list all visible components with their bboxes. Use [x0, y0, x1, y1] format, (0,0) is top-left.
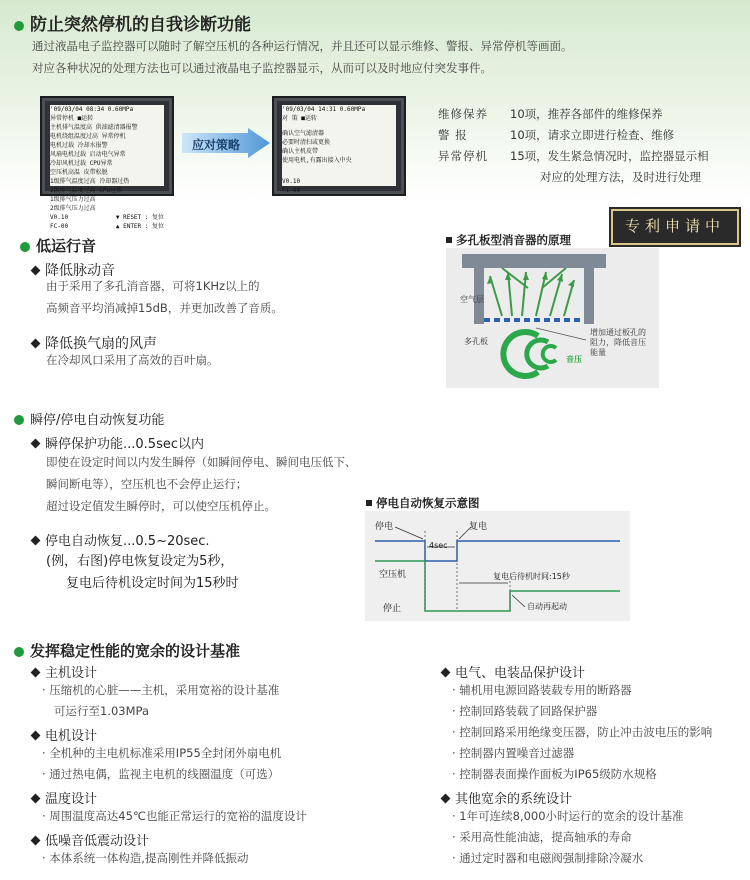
table-label: 警 报: [438, 128, 468, 142]
design-item: [42, 848, 248, 869]
green-bullet-icon: [20, 242, 30, 252]
lcd-row: 确认主机皮带: [282, 148, 319, 155]
instant-stop-line-3: 超过设定值发生瞬停时，可以使空压机停止。: [46, 499, 276, 513]
sub-power-restore: 停电自动恢复...0.5~20sec.: [32, 530, 210, 549]
design-item: [54, 701, 149, 722]
design-item-text: · 控制回路装载了回路保护器: [452, 704, 598, 718]
label-air-layer: 空气层: [460, 295, 484, 304]
pulse-noise-line-2: 高频音平均消减掉15dB，并更加改善了音质。: [46, 301, 283, 315]
lcd-row: 冷却风机过载 CPU异常: [50, 160, 113, 167]
sub-fan-noise: 降低换气扇的风声: [32, 333, 157, 353]
design-group-label: 电机设计: [45, 729, 98, 744]
design-group-head: [32, 830, 149, 849]
label-wait-time: 复电后待机时间:15秒: [493, 572, 570, 581]
label-4sec: 4sec: [429, 541, 448, 550]
section-low-noise-title: 低运行音: [20, 235, 96, 256]
square-bullet-icon: [366, 500, 372, 506]
silencer-diagram: [446, 248, 659, 388]
design-group-head: [442, 662, 585, 681]
label-power-on: 复电: [469, 522, 488, 532]
section-auto-restart-title: 瞬停/停电自动恢复功能: [14, 409, 164, 428]
diamond-bullet-icon: [441, 794, 451, 804]
lcd-row: 空压机高温 皮带松脱: [50, 169, 108, 176]
diamond-bullet-icon: [31, 536, 41, 546]
lcd-screen-fault: '09/03/04 08:34 0.60MPa 异常停机 ■运转 主机排气温度高 供油滤清器报警 电机绕组温度过高 异常停机 电机过载 冷却水报警 风扇电机过载 启动电气异常 冷却风机过载 CPU异常 空压机高温 皮带松脱 1级排气温度过高 冷却器过热 2级排气温度过高 CPU过热 1级排气压力过高 2级排气压力过高 V0.10 ▼ RESET : 复位 FC-00 ▲ ENTER : 复位: [40, 96, 174, 196]
design-group-label: 温度设计: [45, 792, 98, 807]
design-item-text: · 辅机用电源回路装载专用的断路器: [452, 683, 632, 697]
square-bullet-icon: [446, 237, 452, 243]
label-auto-restart: 自动再起动: [527, 602, 567, 611]
arrow-label: 应对策略: [192, 138, 241, 152]
design-item: [452, 743, 574, 764]
label-porous-plate: 多孔板: [464, 337, 488, 346]
lcd-row: 2级排气温度过高 CPU过热: [50, 187, 123, 194]
fan-noise-line-1: 在冷却风口采用了高效的百叶扇。: [46, 353, 219, 367]
lcd-row: 电机绕组温度过高 异常停机: [50, 133, 126, 140]
design-item: [452, 806, 684, 827]
design-group-label: 主机设计: [45, 666, 98, 681]
silencer-diagram-title: 多孔板型消音器的原理: [446, 232, 571, 248]
diamond-bullet-icon: [31, 439, 41, 449]
table-value: 10项，推荐各部件的维修保养: [510, 107, 663, 121]
design-item-text: · 通过热电偶，监视主电机的线圈温度（可选）: [42, 767, 280, 781]
green-bullet-icon: [14, 21, 24, 31]
design-group-label: 低噪音低震动设计: [45, 834, 150, 849]
diamond-bullet-icon: [441, 668, 451, 678]
lcd-row: 2级排气压力过高: [50, 205, 96, 212]
section-diagnosis-title: 防止突然停机的自我诊断功能: [14, 10, 251, 35]
label-note: 增加通过板孔的 阻力，降低音压 能量: [590, 328, 646, 357]
design-item-text: · 压缩机的心脏——主机，采用宽裕的设计基准: [42, 683, 280, 697]
diamond-bullet-icon: [31, 668, 41, 678]
sub-pulse-noise: 降低脉动音: [32, 260, 115, 280]
diamond-bullet-icon: [31, 794, 41, 804]
design-item: [42, 743, 281, 764]
diagnosis-desc-1: 通过液晶电子监控器可以随时了解空压机的各种运行情况，并且还可以显示维修、警报、异常停机等画面。: [32, 39, 573, 53]
sub-instant-stop: 瞬停保护功能...0.5sec以内: [32, 433, 204, 452]
design-item: [452, 701, 597, 722]
design-item: [452, 764, 657, 785]
table-value: 10项，请求立即进行检查、维修: [510, 128, 675, 142]
design-item-text: · 采用高性能油滤，提高轴承的寿命: [452, 830, 632, 844]
design-group-head: [32, 725, 97, 744]
table-value: 对应的处理方法，及时进行处理: [540, 170, 701, 184]
design-item-text: · 全机种的主电机标准采用IP55全封闭外扇电机: [42, 746, 282, 760]
design-group-label: 电气、电装品保护设计: [455, 666, 586, 681]
lcd-row: 主机排气温度高 供油滤清器报警: [50, 124, 138, 131]
design-item-text: · 本体系统一体构造,提高刚性并降低振动: [42, 851, 249, 865]
instant-stop-line-1: 即使在设定时间以内发生瞬停（如瞬间停电、瞬间电压低下、: [46, 455, 357, 469]
lcd-row: 1级排气温度过高 冷却器过热: [50, 178, 130, 185]
section-design-title: 发挥稳定性能的宽余的设计基准: [14, 640, 240, 661]
lcd-row: 确认空气滤清器: [282, 130, 325, 137]
green-bullet-icon: [14, 415, 24, 425]
design-item: [42, 806, 307, 827]
label-sound-pressure: 音压: [566, 355, 582, 364]
label-power-off: 停电: [375, 522, 394, 532]
design-item: [42, 764, 279, 785]
design-item: [452, 827, 632, 848]
diamond-bullet-icon: [31, 339, 41, 349]
design-group-label: 其他宽余的系统设计: [455, 792, 573, 807]
design-item: [42, 680, 279, 701]
patent-pending-badge: 专利申请中: [611, 209, 739, 245]
design-group-head: [32, 788, 97, 807]
lcd-row: 风扇电机过载 启动电气异常: [50, 151, 126, 158]
table-value: 15项，发生紧急情况时，监控器显示相: [510, 149, 709, 163]
design-item-text: · 1年可连续8,000小时运行的宽余的设计基准: [452, 809, 684, 823]
design-item: [452, 680, 632, 701]
table-label: 异常停机: [438, 149, 488, 163]
lcd-row: 1级排气压力过高: [50, 196, 96, 203]
design-item-text: · 通过定时器和电磁阀强制排除冷凝水: [452, 851, 644, 865]
design-item-text: · 控制器表面操作面板为IP65级防水规格: [452, 767, 657, 781]
design-item-text: · 控制回路采用绝缘变压器，防止冲击波电压的影响: [452, 725, 713, 739]
table-label: 维修保养: [438, 107, 488, 121]
diamond-bullet-icon: [31, 731, 41, 741]
design-item-text: · 控制器内置噪音过滤器: [452, 746, 575, 760]
design-item: [452, 722, 712, 743]
label-compressor: 空压机: [379, 570, 407, 580]
design-item-text: 可运行至1.03MPa: [54, 704, 149, 718]
diamond-bullet-icon: [31, 836, 41, 846]
instant-stop-line-2: 瞬间断电等），空压机也不会停止运行；: [46, 477, 248, 491]
green-bullet-icon: [14, 647, 24, 657]
lcd-row: 使用电机,有露出接入中央: [282, 157, 352, 164]
diamond-bullet-icon: [31, 266, 41, 276]
design-item: [452, 848, 643, 869]
lcd-row: 必要时清扫或更换: [282, 139, 331, 146]
diagnosis-desc-2: 对应各种状况的处理方法也可以通过液晶电子监控器显示，从而可以及时地应付突发事件。: [32, 61, 492, 75]
lcd-row: 电机过载 冷却水报警: [50, 142, 108, 149]
lcd-screen-countermeasure: '09/03/04 14:31 0.60MPa 对 策 ■运转 确认空气滤清器 必要时清扫或更换 确认主机皮带 使用电机,有露出接入中央 V0.10 FI-00: [272, 96, 406, 196]
design-group-head: [442, 788, 572, 807]
restore-diagram: [365, 511, 630, 621]
power-restore-line-1: (例，右图)停电恢复设定为5秒，: [46, 554, 234, 569]
design-item-text: · 周围温度高达45℃也能正常运行的宽裕的温度设计: [42, 809, 307, 823]
power-restore-line-2: 复电后待机设定时间为15秒时: [66, 576, 239, 591]
design-group-head: [32, 662, 97, 681]
restore-diagram-title: 停电自动恢复示意图: [366, 495, 480, 511]
label-halt: 停止: [383, 604, 402, 614]
pulse-noise-line-1: 由于采用了多孔消音器，可将1KHz以上的: [46, 279, 260, 293]
